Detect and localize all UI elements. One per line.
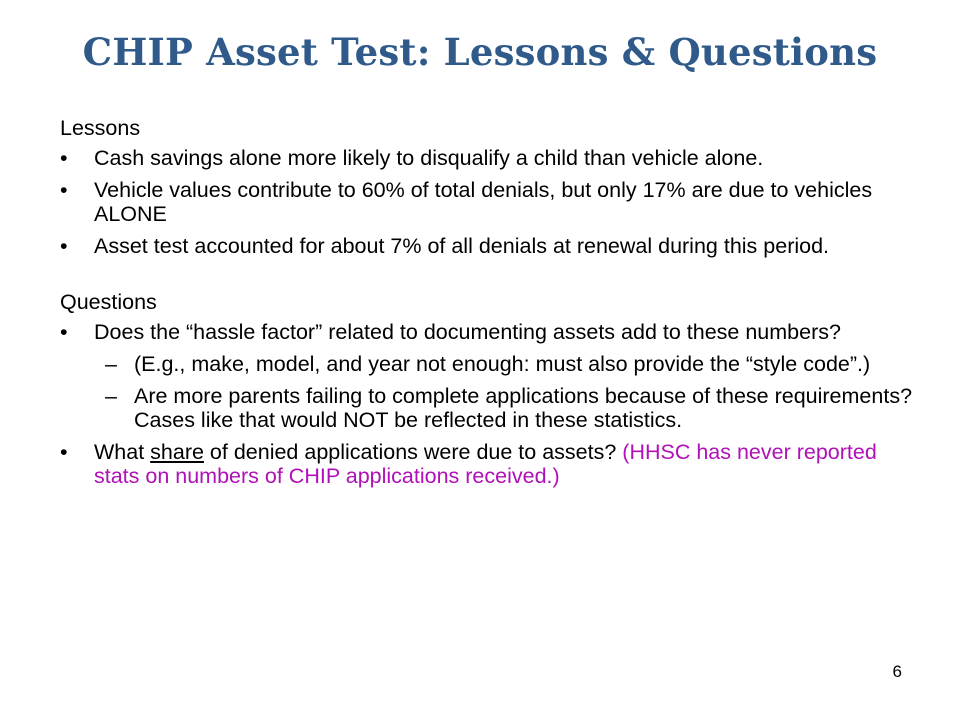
lessons-heading: Lessons [60,116,141,140]
lesson-item [60,234,920,258]
bullet-icon: • [60,320,68,344]
subitem-text: Are more parents failing to complete applications because of these requirements? Cases like that would NOT be reflected in these statistics. [134,384,913,432]
dash-icon: – [105,352,117,376]
dash-icon: – [105,384,117,408]
question-item [60,320,920,344]
question-subitem [60,384,920,432]
bullet-icon: • [60,146,68,170]
slide-body [60,116,920,496]
slide-title: CHIP Asset Test: Lessons & Questions [82,30,878,74]
underlined-word: share [150,440,204,464]
question-item [60,440,920,488]
bullet-icon: • [60,440,68,464]
lesson-text: Vehicle values contribute to 60% of total denials, but only 17% are due to vehicles ALONE [94,178,873,226]
subitem-text: (E.g., make, model, and year not enough: must also provide the “style code”.) [134,352,871,376]
lesson-item [60,178,920,226]
questions-heading: Questions [60,290,157,314]
page-number: 6 [892,662,902,681]
lesson-item [60,146,920,170]
lesson-text: Cash savings alone more likely to disqualify a child than vehicle alone. [94,146,764,170]
section-spacer [60,266,920,290]
question-subitem [60,352,920,376]
question-text: Does the “hassle factor” related to documenting assets add to these numbers? [94,320,841,344]
question-text [94,440,877,488]
question-text-start: What [94,440,151,464]
hhsc-note: (HHSC has never reported stats on numbers of CHIP applications received.) [94,440,877,488]
lesson-text: Asset test accounted for about 7% of all denials at renewal during this period. [94,234,830,258]
bullet-icon: • [60,234,68,258]
bullet-icon: • [60,178,68,202]
question-text-end: of denied applications were due to assets? [203,440,623,464]
